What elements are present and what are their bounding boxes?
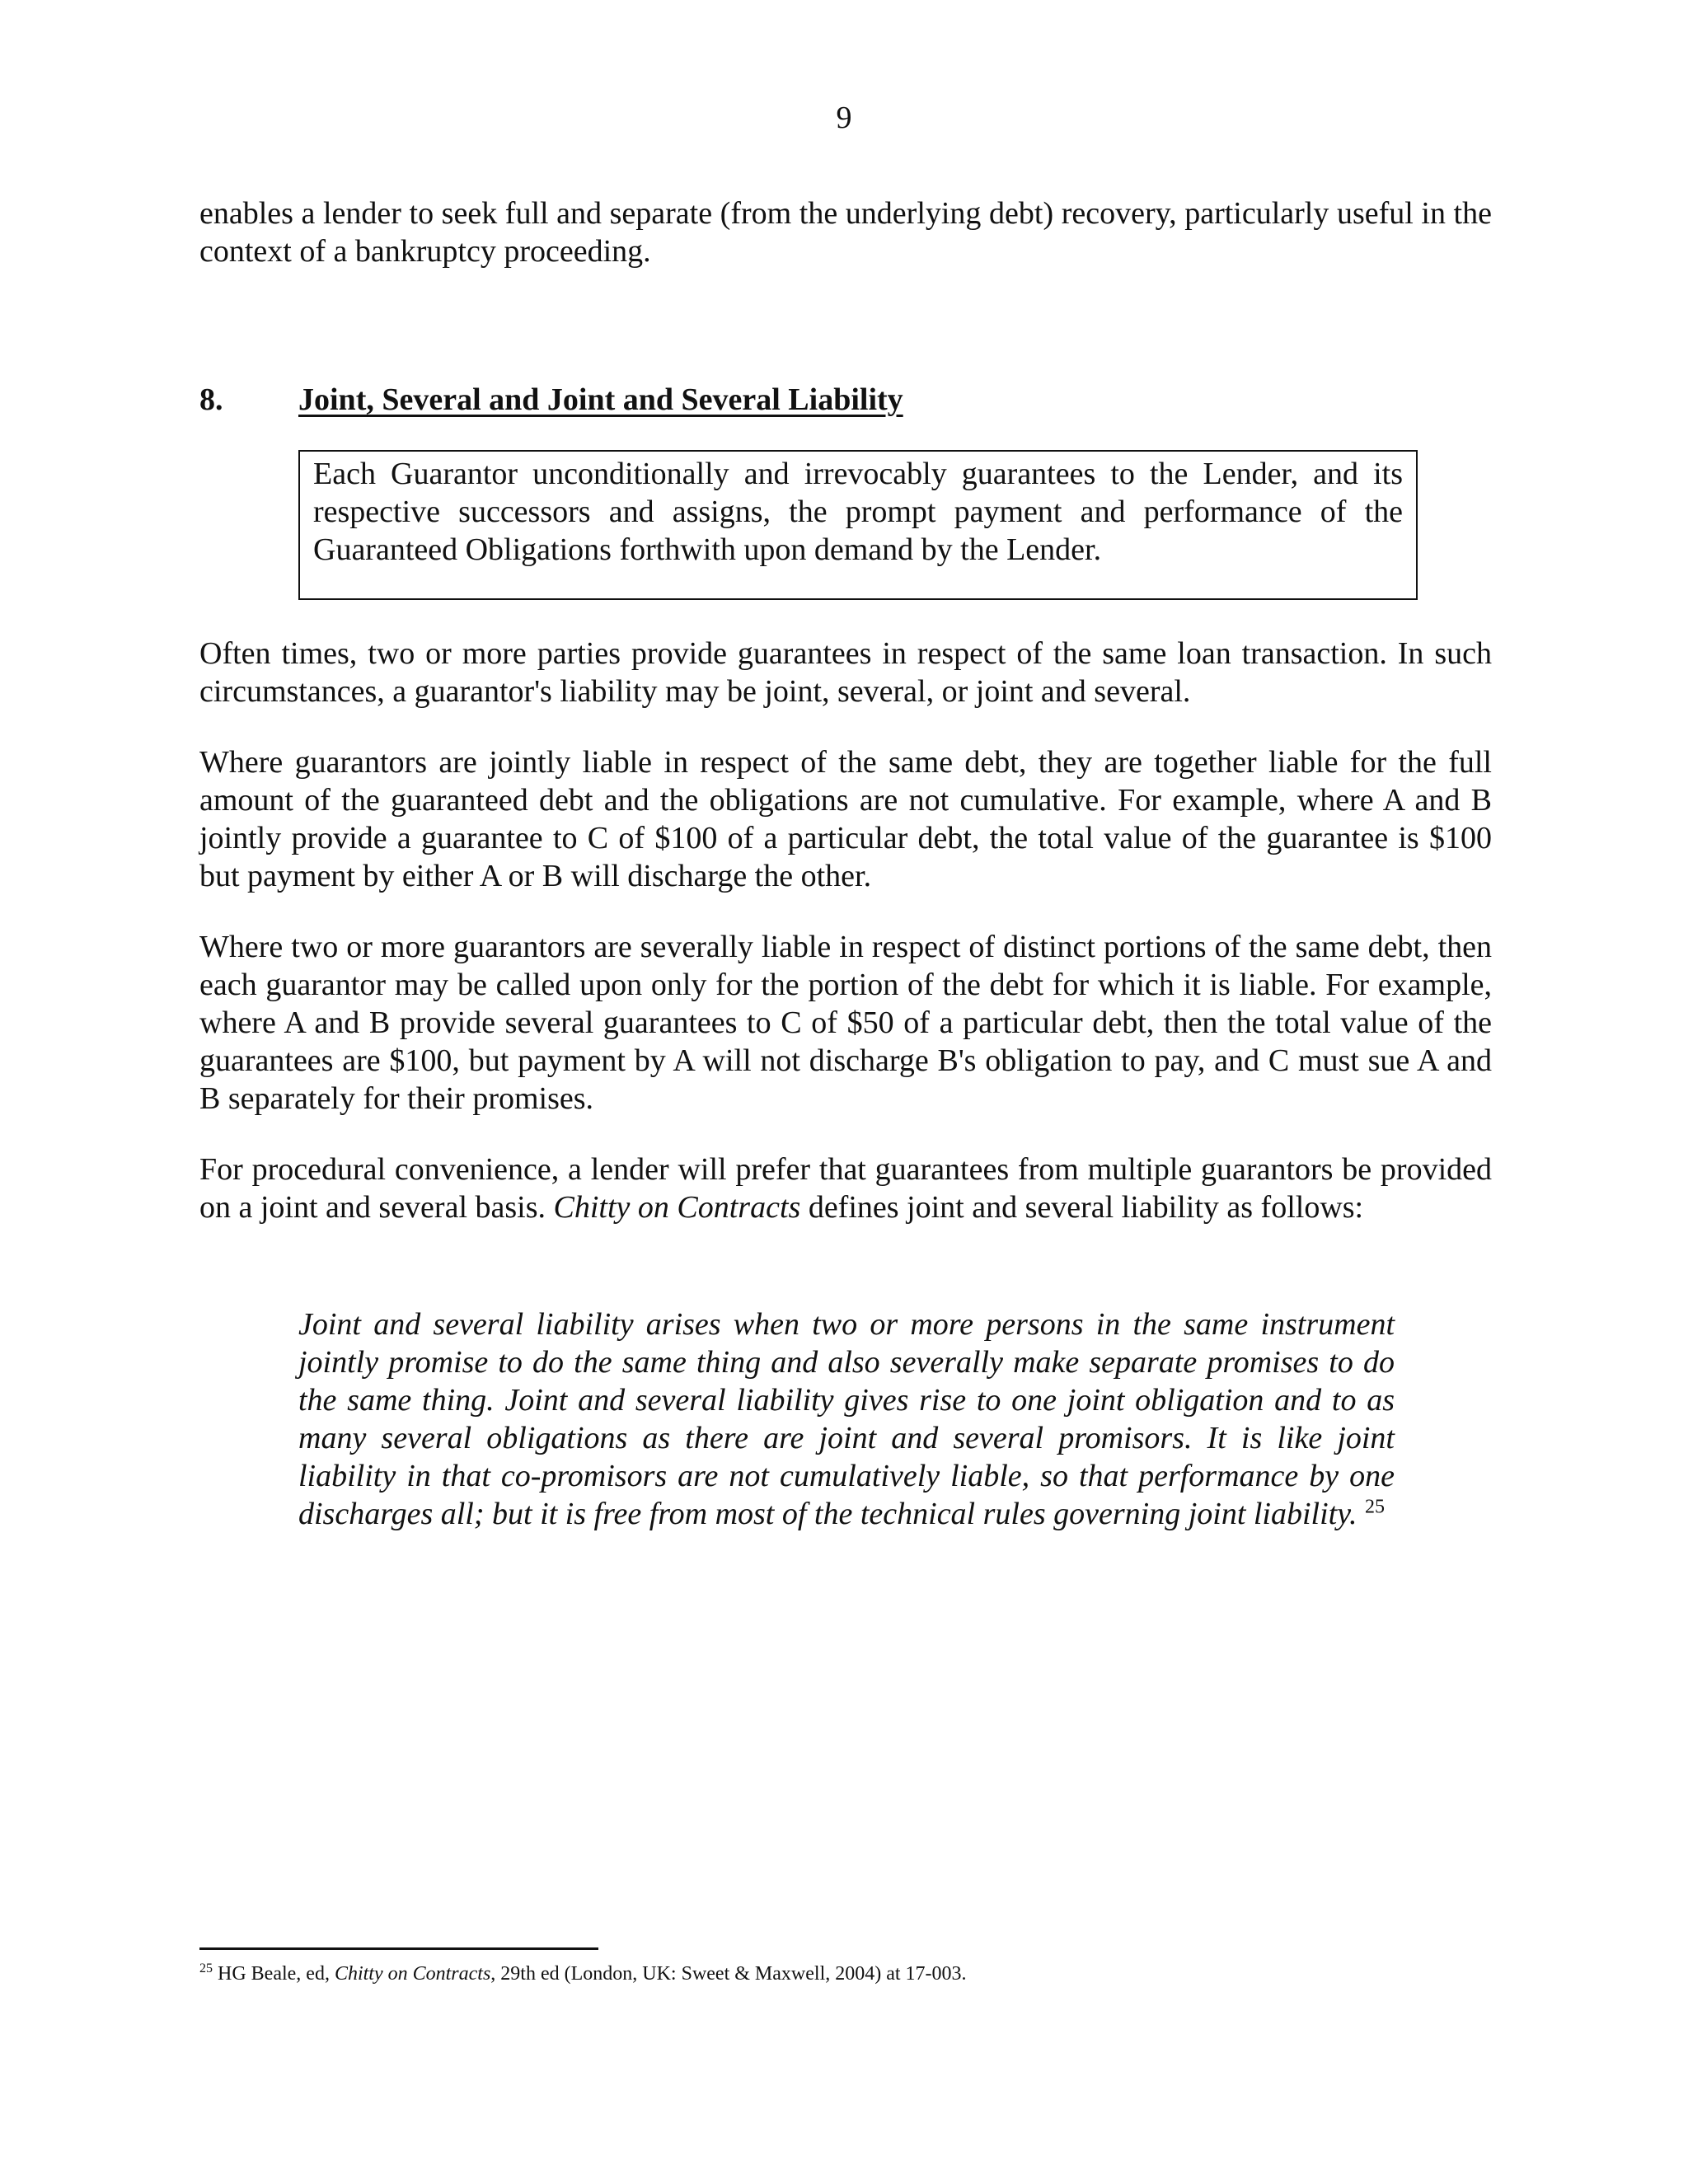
footnote-cited-title: Chitty on Contracts [334, 1963, 491, 1985]
footnote-divider [199, 1947, 598, 1950]
paragraph-several-liability: Where two or more guarantors are severally liable in respect of distinct portions of the same debt, then each guarantor may be called upon only for the portion of the debt for which it is liable. For example, where A and B provide several guarantees to C of $50 of a particular debt, then the total value of the guarantees are $100, but payment by A will not discharge B's obligation to pay, and C must sue A and B separately for their promises. [199, 930, 1492, 1116]
paragraph-multiple-guarantors: Often times, two or more parties provide guarantees in respect of the same loan transaction. In such circumstances, a guarantor's liability may be joint, several, or joint and several. [199, 636, 1492, 709]
block-quote-text: Joint and several liability arises when two or more persons in the same instrument jointly promise to do the same thing and also severally make separate promises to do the same thing. Joint and several liability gives rise to one joint obligation and to as many several obligations as there are joint and several promisors. It is like joint liability in that co-promisors are not cumulatively liable, so that performance by one discharges all; but it is free from most of the technical rules governing joint liability. [298, 1307, 1395, 1531]
block-quote [298, 1305, 1395, 1533]
page-number: 9 [836, 101, 852, 135]
footnote-text-after: , 29th ed (London, UK: Sweet & Maxwell, 2004) at 17-003. [490, 1963, 967, 1985]
guarantee-clause-box [298, 450, 1418, 600]
footnote-text-before: HG Beale, ed, [213, 1963, 335, 1985]
footnote [199, 1961, 1492, 1986]
footnote-reference: 25 [1365, 1496, 1385, 1518]
footnote-mark: 25 [199, 1961, 213, 1975]
guarantee-clause-text: Each Guarantor unconditionally and irrevocably guarantees to the Lender, and its respective successors and assigns, the prompt payment and performance of the Guaranteed Obligations forthwith upon demand by the Lender. [313, 457, 1403, 567]
cited-work-title: Chitty on Contracts [553, 1190, 801, 1225]
paragraph-text-before-citation: For procedural convenience, a lender will prefer that guarantees from multiple guarantors be provided on a joint and several basis. [199, 1152, 1492, 1225]
section-number: 8. [199, 382, 223, 417]
paragraph-procedural-convenience [199, 1151, 1492, 1226]
paragraph-joint-liability: Where guarantors are jointly liable in respect of the same debt, they are together liable for the full amount of the guaranteed debt and the obligations are not cumulative. For example, where A and B jointly provide a guarantee to C of $100 of a particular debt, the total value of the guarantee is $100 but payment by either A or B will discharge the other. [199, 745, 1492, 893]
intro-paragraph: enables a lender to seek full and separate (from the underlying debt) recovery, particularly useful in the context of a bankruptcy proceeding. [199, 196, 1492, 269]
section-title: Joint, Several and Joint and Several Liability [298, 382, 903, 417]
paragraph-text-after-citation: defines joint and several liability as follows: [800, 1190, 1364, 1225]
